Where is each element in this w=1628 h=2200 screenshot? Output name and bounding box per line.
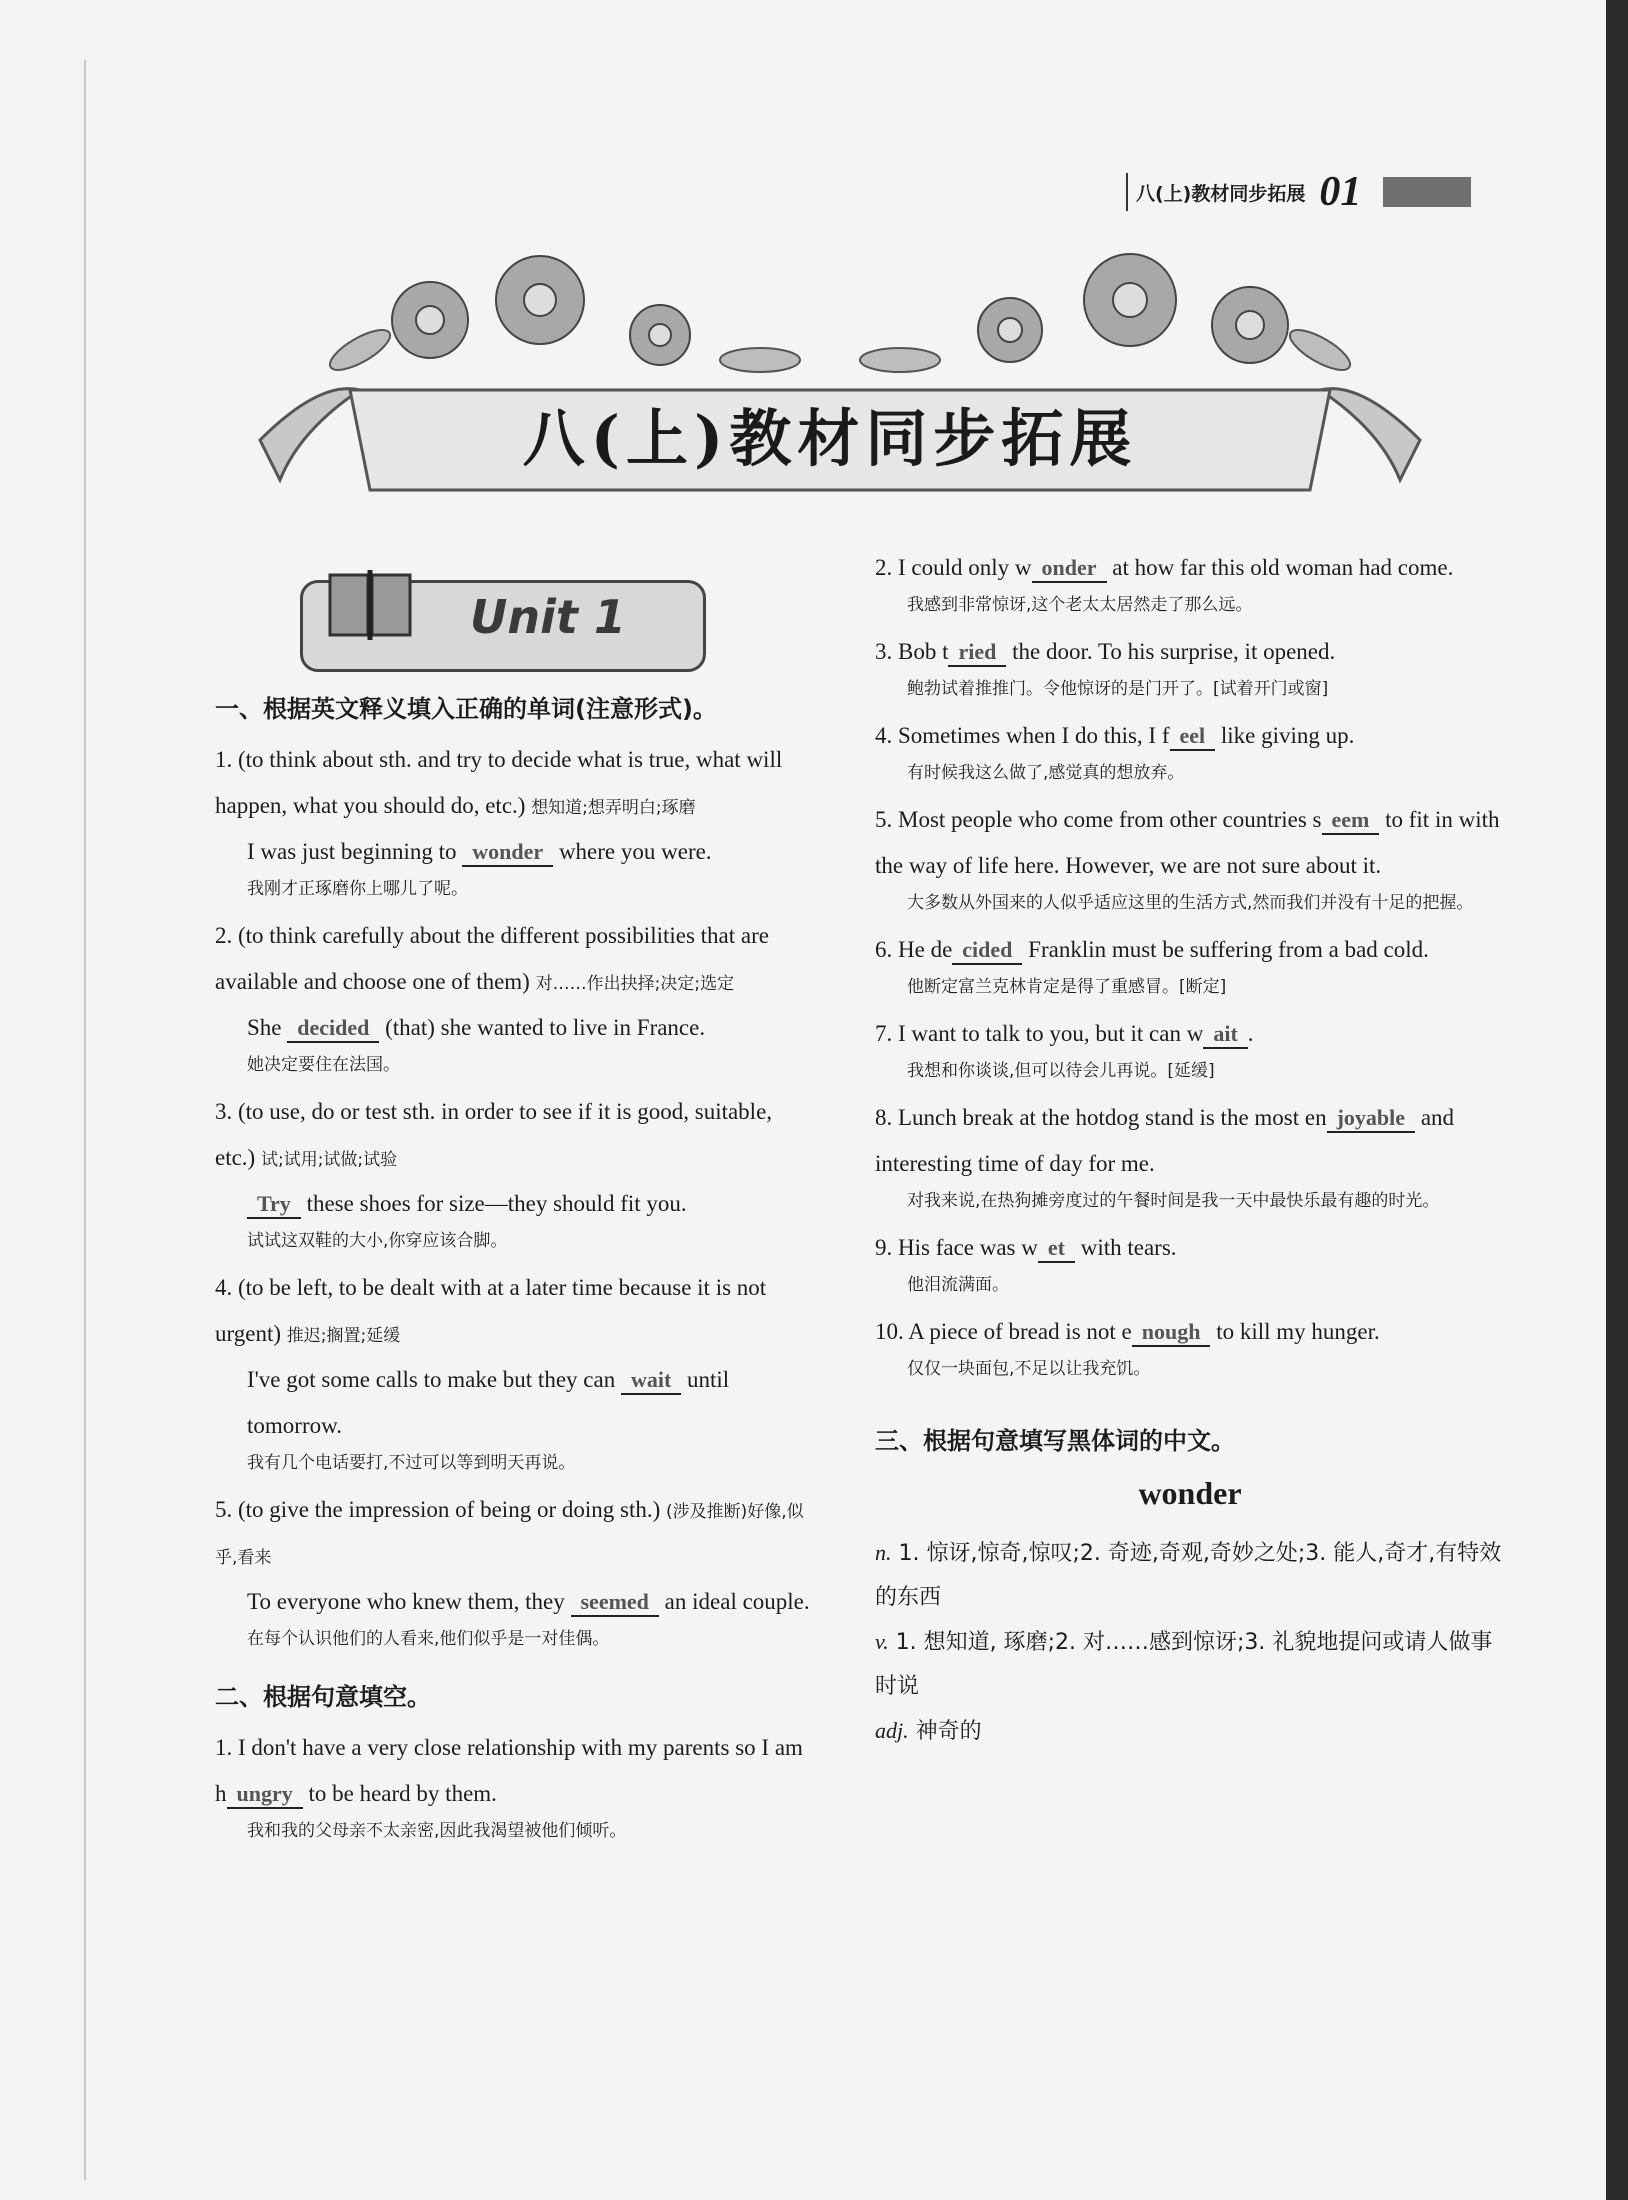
item-number: 8. bbox=[875, 1105, 893, 1130]
answer-blank[interactable]: decided bbox=[287, 1015, 379, 1043]
sentence-pre: I don't have a very close relationship with my parents so I am h bbox=[215, 1735, 803, 1806]
translation: 她决定要住在法国。 bbox=[247, 1055, 400, 1075]
list-item bbox=[875, 797, 1505, 917]
header-block bbox=[1383, 177, 1471, 207]
sentence-pre: I've got some calls to make but they can bbox=[247, 1367, 616, 1392]
translation: 我刚才正琢磨你上哪儿了呢。 bbox=[247, 879, 468, 899]
answer-blank[interactable]: eem bbox=[1322, 807, 1380, 835]
item-number: 9. bbox=[875, 1235, 893, 1260]
translation: 我感到非常惊讶,这个老太太居然走了那么远。 bbox=[907, 595, 1253, 615]
answer-blank[interactable]: seemed bbox=[571, 1589, 659, 1617]
answer-blank[interactable]: wait bbox=[621, 1367, 681, 1395]
right-column bbox=[875, 545, 1505, 1754]
translation: 仅仅一块面包,不足以让我充饥。 bbox=[907, 1359, 1151, 1379]
translation: 对我来说,在热狗摊旁度过的午餐时间是我一天中最快乐最有趣的时光。 bbox=[907, 1191, 1440, 1211]
left-column bbox=[215, 685, 815, 1855]
translation: 大多数从外国来的人似乎适应这里的生活方式,然而我们并没有十足的把握。 bbox=[907, 893, 1474, 913]
banner-title: 八(上)教材同步拓展 bbox=[522, 401, 1138, 475]
translation: 我想和你谈谈,但可以待会儿再说。[延缓] bbox=[907, 1061, 1215, 1081]
sentence-pre: I could only w bbox=[898, 555, 1032, 580]
sentence-post: to fit in with the way of life here. However, we are not sure about it. bbox=[875, 807, 1500, 878]
item-number: 2. bbox=[215, 923, 233, 948]
answer-blank[interactable]: wonder bbox=[462, 839, 553, 867]
scan-edge-strip bbox=[1606, 0, 1628, 2200]
list-item bbox=[215, 913, 815, 1079]
part-of-speech: adj. bbox=[875, 1718, 909, 1743]
sentence-post: until tomorrow. bbox=[247, 1367, 730, 1438]
list-item bbox=[215, 1487, 815, 1653]
translation: 鲍勃试着推推门。令他惊讶的是门开了。[试着开门或窗] bbox=[907, 679, 1329, 699]
sentence-post: and interesting time of day for me. bbox=[875, 1105, 1455, 1176]
item-number: 1. bbox=[215, 747, 233, 772]
sentence-post: the door. To his surprise, it opened. bbox=[1012, 639, 1336, 664]
list-item bbox=[875, 545, 1505, 619]
sentence-post: like giving up. bbox=[1220, 723, 1355, 748]
sentence-post: these shoes for size—they should fit you. bbox=[306, 1191, 687, 1216]
item-number: 3. bbox=[875, 639, 893, 664]
item-number: 3. bbox=[215, 1099, 233, 1124]
sentence-pre: I want to talk to you, but it can w bbox=[898, 1021, 1204, 1046]
running-header bbox=[1126, 168, 1471, 216]
sentence-pre: Sometimes when I do this, I f bbox=[898, 723, 1170, 748]
answer-blank[interactable]: et bbox=[1038, 1235, 1075, 1263]
header-divider bbox=[1126, 173, 1128, 211]
definition: (to think about sth. and try to decide what is true, what will happen, what you should do, etc.) bbox=[215, 747, 783, 818]
answer-blank[interactable]: joyable bbox=[1327, 1105, 1415, 1133]
part-of-speech: v. bbox=[875, 1629, 889, 1654]
item-number: 5. bbox=[215, 1497, 233, 1522]
translation: 他泪流满面。 bbox=[907, 1275, 1009, 1295]
list-item bbox=[875, 713, 1505, 787]
definition-zh: (涉及推断)好像,似乎,看来 bbox=[215, 1502, 804, 1568]
list-item bbox=[215, 1265, 815, 1477]
answer-blank[interactable]: ried bbox=[948, 639, 1006, 667]
item-number: 7. bbox=[875, 1021, 893, 1046]
answer-blank[interactable]: cided bbox=[952, 937, 1022, 965]
definition-row bbox=[875, 1531, 1505, 1620]
definition-zh: 试;试用;试做;试验 bbox=[260, 1150, 398, 1170]
definition: (to be left, to be dealt with at a later time because it is not urgent) bbox=[215, 1275, 767, 1346]
answer-blank[interactable]: ungry bbox=[227, 1781, 303, 1809]
list-item bbox=[875, 1225, 1505, 1299]
translation: 我和我的父母亲不太亲密,因此我渴望被他们倾听。 bbox=[247, 1821, 627, 1841]
section2-heading: 二、根据句意填空。 bbox=[215, 1683, 431, 1711]
sentence-pre: To everyone who knew them, they bbox=[247, 1589, 565, 1614]
page-edge bbox=[84, 60, 86, 2180]
sentence-post: to kill my hunger. bbox=[1216, 1319, 1380, 1344]
list-item bbox=[875, 927, 1505, 1001]
item-number: 4. bbox=[875, 723, 893, 748]
item-number: 4. bbox=[215, 1275, 233, 1300]
item-number: 6. bbox=[875, 937, 893, 962]
definition-zh: 想知道;想弄明白;琢磨 bbox=[531, 798, 696, 818]
sentence-post: to be heard by them. bbox=[308, 1781, 497, 1806]
list-item bbox=[875, 1011, 1505, 1085]
sentence-post: at how far this old woman had come. bbox=[1112, 555, 1454, 580]
sentence-post: with tears. bbox=[1080, 1235, 1177, 1260]
sentence-pre: Bob t bbox=[898, 639, 949, 664]
answer-blank[interactable]: nough bbox=[1132, 1319, 1211, 1347]
unit-label: Unit 1 bbox=[470, 590, 626, 644]
answer-blank[interactable]: Try bbox=[247, 1191, 301, 1219]
answer-blank[interactable]: ait bbox=[1203, 1021, 1247, 1049]
sentence-pre: He de bbox=[898, 937, 953, 962]
sentence-post: Franklin must be suffering from a bad cold. bbox=[1028, 937, 1429, 962]
section1-heading: 一、根据英文释义填入正确的单词(注意形式)。 bbox=[215, 695, 717, 723]
item-number: 2. bbox=[875, 555, 893, 580]
sentence-post: where you were. bbox=[558, 839, 712, 864]
translation: 在每个认识他们的人看来,他们似乎是一对佳偶。 bbox=[247, 1629, 610, 1649]
definition: (to give the impression of being or doing sth.) bbox=[238, 1497, 661, 1522]
item-number: 1. bbox=[215, 1735, 233, 1760]
translation: 有时候我这么做了,感觉真的想放弃。 bbox=[907, 763, 1185, 783]
definition-text: 1. 想知道, 琢磨;2. 对……感到惊讶;3. 礼貌地提问或请人做事时说 bbox=[875, 1630, 1493, 1699]
sentence-post: . bbox=[1247, 1021, 1254, 1046]
definition: (to use, do or test sth. in order to see if it is good, suitable, etc.) bbox=[215, 1099, 773, 1170]
sentence-pre: Most people who come from other countries s bbox=[898, 807, 1322, 832]
translation: 他断定富兰克林肯定是得了重感冒。[断定] bbox=[907, 977, 1227, 997]
sentence-post: (that) she wanted to live in France. bbox=[385, 1015, 706, 1040]
section3-heading: 三、根据句意填写黑体词的中文。 bbox=[875, 1427, 1235, 1455]
sentence-pre: She bbox=[247, 1015, 282, 1040]
definition-text: 1. 惊讶,惊奇,惊叹;2. 奇迹,奇观,奇妙之处;3. 能人,奇才,有特效的东西 bbox=[875, 1541, 1502, 1610]
definition-row bbox=[875, 1709, 1505, 1754]
answer-blank[interactable]: eel bbox=[1170, 723, 1216, 751]
list-item bbox=[215, 1089, 815, 1255]
sentence-pre: His face was w bbox=[898, 1235, 1038, 1260]
sentence-pre: Lunch break at the hotdog stand is the most en bbox=[898, 1105, 1327, 1130]
list-item bbox=[875, 629, 1505, 703]
headword: wonder bbox=[1138, 1475, 1242, 1511]
item-number: 10. bbox=[875, 1319, 904, 1344]
page-number: 01 bbox=[1319, 169, 1362, 215]
sentence-pre: I was just beginning to bbox=[247, 839, 457, 864]
list-item bbox=[215, 1725, 815, 1845]
book-icon bbox=[320, 560, 420, 650]
definition-zh: 推迟;搁置;延缓 bbox=[286, 1326, 401, 1346]
sentence-pre: A piece of bread is not e bbox=[908, 1319, 1132, 1344]
list-item bbox=[875, 1095, 1505, 1215]
item-number: 5. bbox=[875, 807, 893, 832]
translation: 试试这双鞋的大小,你穿应该合脚。 bbox=[247, 1231, 508, 1251]
answer-blank[interactable]: onder bbox=[1032, 555, 1107, 583]
list-item bbox=[875, 1309, 1505, 1383]
part-of-speech: n. bbox=[875, 1540, 892, 1565]
list-item bbox=[215, 737, 815, 903]
definition-row bbox=[875, 1620, 1505, 1709]
definition-zh: 对……作出抉择;决定;选定 bbox=[535, 974, 735, 994]
header-text: 八(上)教材同步拓展 bbox=[1136, 182, 1306, 205]
definition-text: 神奇的 bbox=[915, 1719, 982, 1744]
translation: 我有几个电话要打,不过可以等到明天再说。 bbox=[247, 1453, 576, 1473]
sentence-post: an ideal couple. bbox=[664, 1589, 810, 1614]
definition: (to think carefully about the different possibilities that are available and choose one of them) bbox=[215, 923, 769, 994]
